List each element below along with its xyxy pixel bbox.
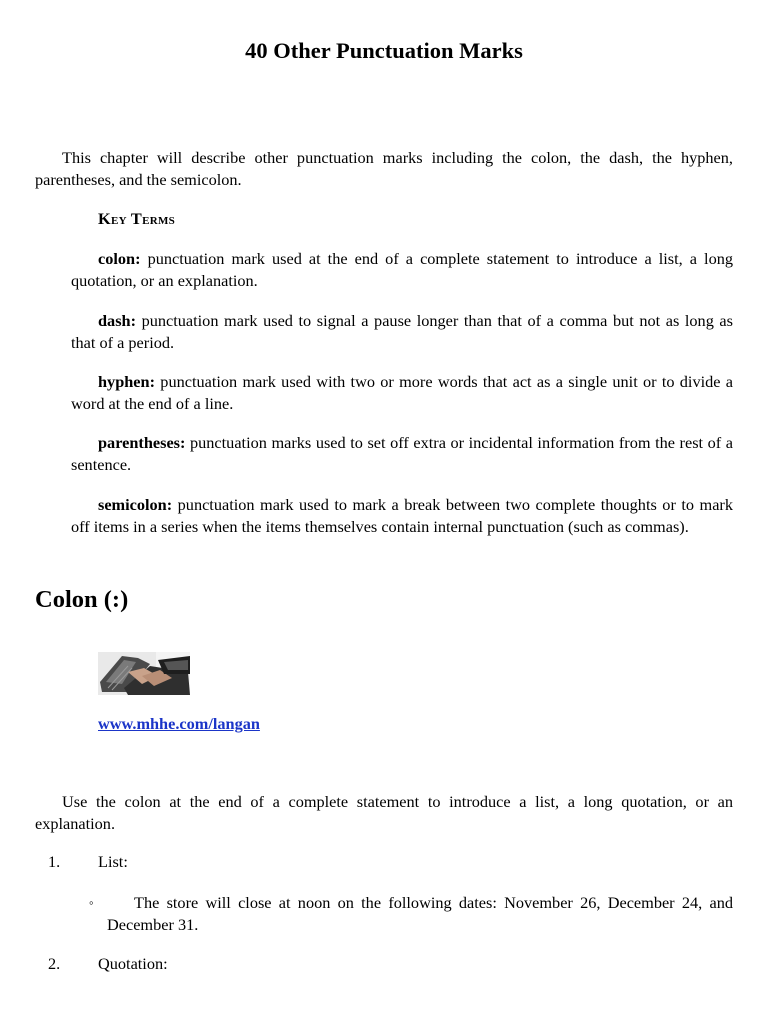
list-item-label: List: (98, 852, 128, 871)
key-term-hyphen (71, 371, 733, 415)
term-name: colon: (98, 249, 141, 268)
publisher-website-link[interactable]: www.mhhe.com/langan (98, 714, 260, 733)
term-definition: punctuation mark used at the end of a complete statement to introduce a list, a long quotation, or an explanation. (71, 249, 733, 290)
colon-usage-paragraph: Use the colon at the end of a complete statement to introduce a list, a long quotation, or an explanation. (35, 792, 733, 833)
hands-on-laptop-photo-icon (98, 652, 190, 695)
section-heading-colon: Colon (:) (35, 586, 129, 613)
key-term-semicolon (71, 494, 733, 538)
bullet-example-text: The store will close at noon on the following dates: November 26, December 24, and December 31. (107, 893, 733, 934)
list-item-label: Quotation: (98, 954, 168, 973)
key-term-parentheses (71, 432, 733, 476)
list-number: 1. (48, 852, 61, 871)
term-name: semicolon: (98, 495, 173, 514)
term-definition: punctuation mark used to signal a pause longer than that of a comma but not as long as that of a period. (71, 311, 733, 352)
intro-paragraph: This chapter will describe other punctuation marks including the colon, the dash, the hyphen, parentheses, and the semicolon. (35, 148, 733, 189)
page-title: 40 Other Punctuation Marks (245, 38, 523, 63)
term-name: dash: (98, 311, 137, 330)
hollow-bullet-icon: ◦ (89, 895, 94, 910)
key-terms-heading: Key Terms (98, 209, 176, 228)
term-definition: punctuation mark used to mark a break between two complete thoughts or to mark off items in a series when the items themselves contain internal punctuation (such as commas). (71, 495, 733, 536)
list-number: 2. (48, 954, 61, 973)
term-definition: punctuation mark used with two or more words that act as a single unit or to divide a word at the end of a line. (71, 372, 733, 413)
term-name: hyphen: (98, 372, 156, 391)
key-term-dash (71, 310, 733, 354)
term-name: parentheses: (98, 433, 186, 452)
term-definition: punctuation marks used to set off extra or incidental information from the rest of a sentence. (71, 433, 733, 474)
key-term-colon (71, 248, 733, 292)
